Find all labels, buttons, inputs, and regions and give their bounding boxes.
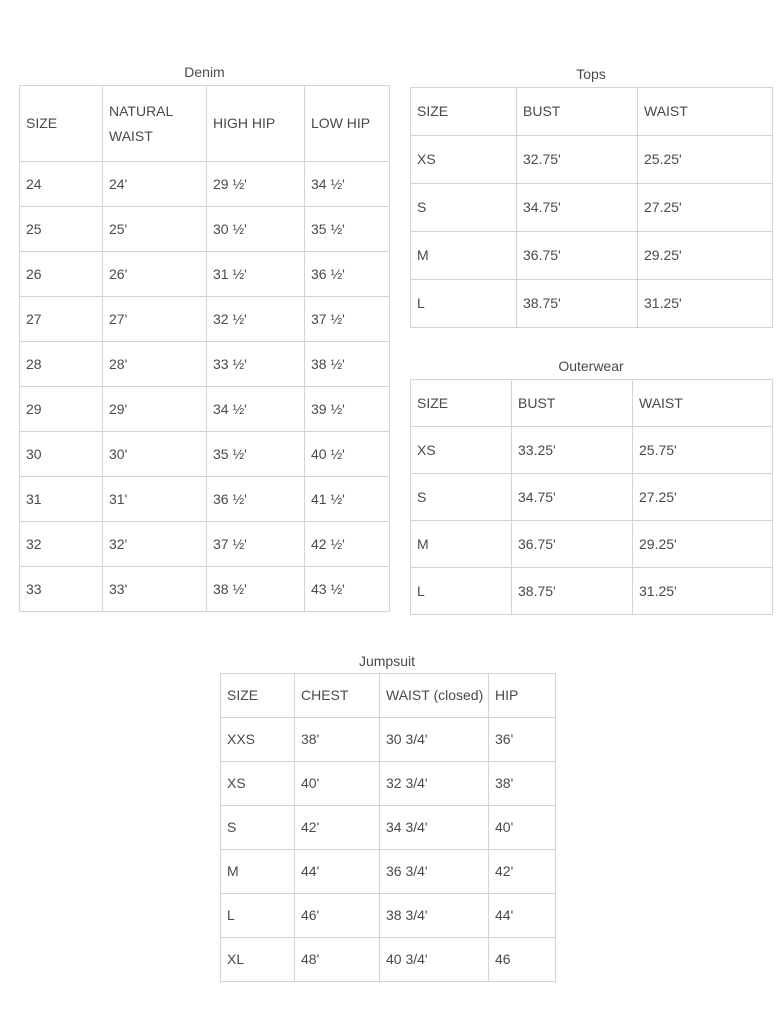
low-hip-cell: 41 ½': [305, 477, 390, 522]
size-cell: S: [221, 806, 295, 850]
table-row: [411, 427, 773, 474]
size-cell: L: [221, 894, 295, 938]
size-cell: L: [411, 568, 512, 615]
waist-cell: 31.25': [633, 568, 773, 615]
table-header-row: [411, 380, 773, 427]
size-cell: 27: [20, 297, 103, 342]
high-hip-cell: 30 ½': [207, 207, 305, 252]
size-cell: S: [411, 474, 512, 521]
table-header-row: [411, 88, 773, 136]
table-row: [20, 567, 390, 612]
natural-waist-cell: 26': [103, 252, 207, 297]
waist-cell: 27.25': [638, 184, 773, 232]
column-header-hip: HIP: [489, 674, 556, 718]
hip-cell: 44': [489, 894, 556, 938]
natural-waist-cell: 30': [103, 432, 207, 477]
size-cell: 24: [20, 162, 103, 207]
low-hip-cell: 37 ½': [305, 297, 390, 342]
low-hip-cell: 40 ½': [305, 432, 390, 477]
table-header-row: [20, 86, 390, 162]
table-row: [411, 474, 773, 521]
chest-cell: 46': [295, 894, 380, 938]
bust-cell: 33.25': [512, 427, 633, 474]
natural-waist-cell: 32': [103, 522, 207, 567]
size-cell: XS: [221, 762, 295, 806]
size-cell: 25: [20, 207, 103, 252]
table-row: [221, 938, 556, 982]
high-hip-cell: 35 ½': [207, 432, 305, 477]
hip-cell: 36': [489, 718, 556, 762]
table-row: [20, 252, 390, 297]
table-row: [20, 207, 390, 252]
size-cell: 30: [20, 432, 103, 477]
high-hip-cell: 34 ½': [207, 387, 305, 432]
chest-cell: 44': [295, 850, 380, 894]
column-header-bust: BUST: [517, 88, 638, 136]
column-header-size: SIZE: [411, 88, 517, 136]
size-cell: L: [411, 280, 517, 328]
waist-cell: 29.25': [633, 521, 773, 568]
high-hip-cell: 33 ½': [207, 342, 305, 387]
natural-waist-cell: 28': [103, 342, 207, 387]
column-header-waist: WAIST: [638, 88, 773, 136]
table-row: [221, 850, 556, 894]
jumpsuit-size-table: [220, 673, 556, 982]
bust-cell: 36.75': [517, 232, 638, 280]
size-cell: XXS: [221, 718, 295, 762]
table-row: [411, 568, 773, 615]
column-header-natural-waist: NATURAL WAIST: [103, 86, 207, 162]
jumpsuit-title: Jumpsuit: [358, 653, 416, 669]
low-hip-cell: 36 ½': [305, 252, 390, 297]
size-cell: 26: [20, 252, 103, 297]
size-cell: 33: [20, 567, 103, 612]
natural-waist-cell: 27': [103, 297, 207, 342]
table-row: [20, 432, 390, 477]
chest-cell: 38': [295, 718, 380, 762]
table-row: [20, 342, 390, 387]
bust-cell: 34.75': [517, 184, 638, 232]
bust-cell: 38.75': [517, 280, 638, 328]
column-header-waist-closed: WAIST (closed): [380, 674, 489, 718]
bust-cell: 32.75': [517, 136, 638, 184]
waist-cell: 30 3/4': [380, 718, 489, 762]
bust-cell: 36.75': [512, 521, 633, 568]
hip-cell: 42': [489, 850, 556, 894]
size-cell: XS: [411, 136, 517, 184]
low-hip-cell: 35 ½': [305, 207, 390, 252]
natural-waist-cell: 24': [103, 162, 207, 207]
low-hip-cell: 39 ½': [305, 387, 390, 432]
waist-cell: 29.25': [638, 232, 773, 280]
natural-waist-cell: 29': [103, 387, 207, 432]
column-header-chest: CHEST: [295, 674, 380, 718]
table-row: [20, 522, 390, 567]
table-row: [20, 162, 390, 207]
size-cell: M: [411, 232, 517, 280]
column-header-size: SIZE: [20, 86, 103, 162]
outerwear-size-table: [410, 379, 773, 615]
table-row: [221, 806, 556, 850]
natural-waist-cell: 31': [103, 477, 207, 522]
high-hip-cell: 38 ½': [207, 567, 305, 612]
high-hip-cell: 37 ½': [207, 522, 305, 567]
table-row: [411, 184, 773, 232]
size-cell: 28: [20, 342, 103, 387]
hip-cell: 46: [489, 938, 556, 982]
bust-cell: 38.75': [512, 568, 633, 615]
size-cell: XL: [221, 938, 295, 982]
waist-cell: 36 3/4': [380, 850, 489, 894]
low-hip-cell: 34 ½': [305, 162, 390, 207]
size-cell: S: [411, 184, 517, 232]
size-cell: 29: [20, 387, 103, 432]
tops-size-table: [410, 87, 773, 328]
table-header-row: [221, 674, 556, 718]
waist-cell: 27.25': [633, 474, 773, 521]
waist-cell: 40 3/4': [380, 938, 489, 982]
table-row: [411, 280, 773, 328]
size-cell: M: [221, 850, 295, 894]
hip-cell: 38': [489, 762, 556, 806]
waist-cell: 34 3/4': [380, 806, 489, 850]
natural-waist-cell: 33': [103, 567, 207, 612]
high-hip-cell: 32 ½': [207, 297, 305, 342]
waist-cell: 25.25': [638, 136, 773, 184]
chest-cell: 48': [295, 938, 380, 982]
table-row: [20, 297, 390, 342]
table-row: [20, 387, 390, 432]
column-header-waist: WAIST: [633, 380, 773, 427]
denim-title: Denim: [184, 64, 225, 80]
high-hip-cell: 36 ½': [207, 477, 305, 522]
column-header-low-hip: LOW HIP: [305, 86, 390, 162]
waist-cell: 25.75': [633, 427, 773, 474]
outerwear-title: Outerwear: [558, 358, 624, 374]
chest-cell: 42': [295, 806, 380, 850]
table-row: [411, 136, 773, 184]
column-header-size: SIZE: [221, 674, 295, 718]
denim-size-table: [19, 85, 390, 612]
low-hip-cell: 43 ½': [305, 567, 390, 612]
table-row: [221, 894, 556, 938]
low-hip-cell: 38 ½': [305, 342, 390, 387]
high-hip-cell: 29 ½': [207, 162, 305, 207]
size-cell: 31: [20, 477, 103, 522]
high-hip-cell: 31 ½': [207, 252, 305, 297]
table-row: [411, 232, 773, 280]
size-cell: 32: [20, 522, 103, 567]
size-cell: XS: [411, 427, 512, 474]
table-row: [221, 762, 556, 806]
table-row: [411, 521, 773, 568]
column-header-size: SIZE: [411, 380, 512, 427]
low-hip-cell: 42 ½': [305, 522, 390, 567]
waist-cell: 31.25': [638, 280, 773, 328]
size-cell: M: [411, 521, 512, 568]
tops-title: Tops: [576, 66, 606, 82]
bust-cell: 34.75': [512, 474, 633, 521]
column-header-high-hip: HIGH HIP: [207, 86, 305, 162]
waist-cell: 32 3/4': [380, 762, 489, 806]
table-row: [20, 477, 390, 522]
chest-cell: 40': [295, 762, 380, 806]
column-header-bust: BUST: [512, 380, 633, 427]
hip-cell: 40': [489, 806, 556, 850]
natural-waist-cell: 25': [103, 207, 207, 252]
table-row: [221, 718, 556, 762]
waist-cell: 38 3/4': [380, 894, 489, 938]
